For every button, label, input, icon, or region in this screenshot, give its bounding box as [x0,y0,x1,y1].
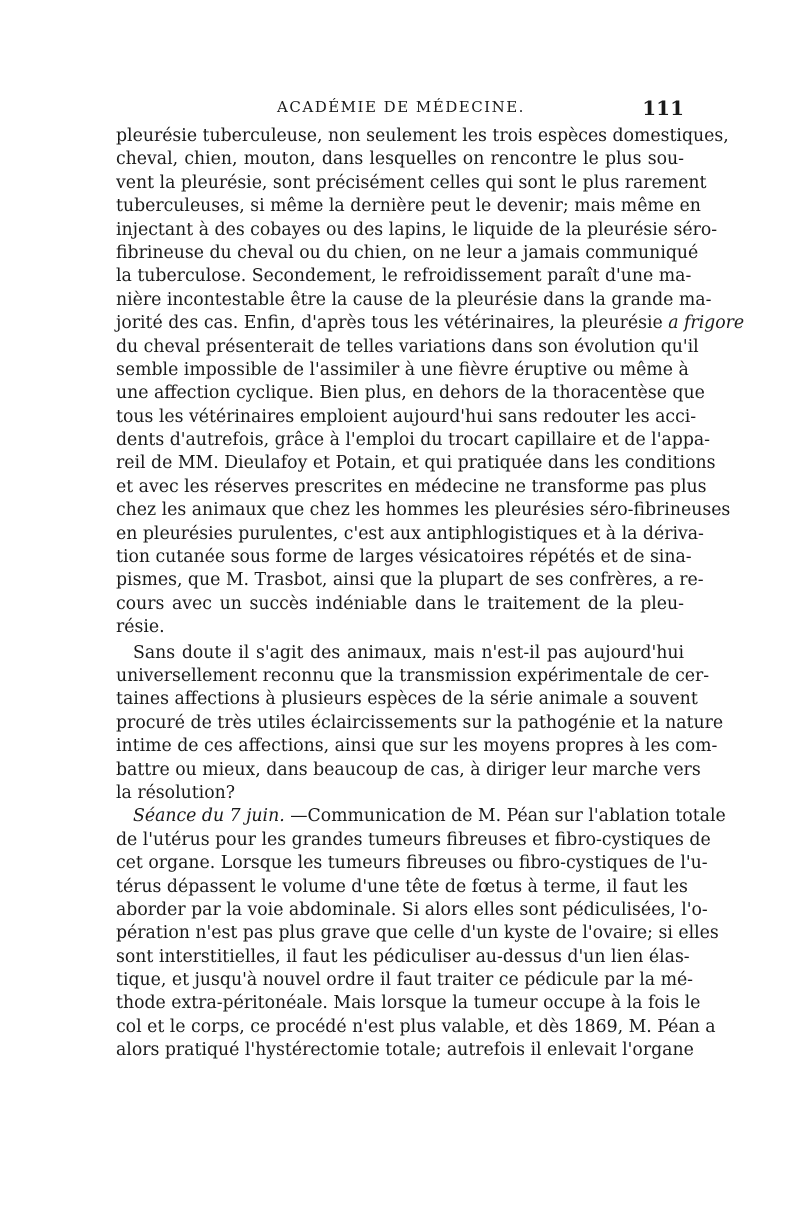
text-line: taines affections à plusieurs espèces de la série animale a souvent [116,689,698,710]
text-fragment: —Communication de M. Péan sur l'ablation totale [290,806,726,827]
text-line: cheval, chien, mouton, dans lesquelles on rencontre le plus sou- [116,149,684,170]
text-line: nière incontestable être la cause de la pleurésie dans la grande ma- [116,289,712,310]
text-line-with-italic [116,312,745,335]
running-head [118,98,684,128]
italic-phrase: a frigore [668,313,745,334]
paragraph-end-line: résie. [116,617,165,638]
text-line: pleurésie tuberculeuse, non seulement les trois espèces domestiques, [116,126,729,146]
text-line: de l'utérus pour les grandes tumeurs fibreuses et fibro-cystiques de [116,829,711,850]
text-line: et avec les réserves prescrites en médecine ne transforme pas plus [116,476,707,497]
text-fragment: jorité des cas. Enfin, d'après tous les vétérinaires, la pleurésie [116,313,669,334]
page-number: 111 [642,96,684,120]
text-line: col et le corps, ce procédé n'est plus valable, et dès 1869, M. Péan a [116,1016,716,1037]
text-line: tique, et jusqu'à nouvel ordre il faut traiter ce pédicule par la mé- [116,970,694,991]
text-line: fibrineuse du cheval ou du chien, on ne leur a jamais communiqué [116,242,699,263]
text-line: procuré de très utiles éclaircissements sur la pathogénie et la nature [116,712,724,733]
text-line: semble impossible de l'assimiler à une fièvre éruptive ou même à [116,359,689,380]
text-line: tion cutanée sous forme de larges vésicatoires répétés et de sina- [116,547,692,568]
text-line: pismes, que M. Trasbot, ainsi que la plupart de ses confrères, a re- [116,570,704,591]
text-line: reil de MM. Dieulafoy et Potain, et qui pratiquée dans les conditions [116,453,716,474]
text-line: injectant à des cobayes ou des lapins, le liquide de la pleurésie séro- [116,219,718,240]
text-line: chez les animaux que chez les hommes les pleurésies séro-fibrineuses [116,500,731,521]
text-line: une affection cyclique. Bien plus, en dehors de la thoracentèse que [116,383,705,404]
body-text [116,125,745,1063]
text-line: cours avec un succès indéniable dans le traitement de la pleu- [116,593,684,614]
text-line: la tuberculose. Secondement, le refroidissement paraît d'une ma- [116,266,692,287]
text-line: pération n'est pas plus grave que celle d'un kyste de l'ovaire; si elles [116,923,719,944]
text-line: aborder par la voie abdominale. Si alors elles sont pédiculisées, l'o- [116,899,708,920]
text-line: du cheval présenterait de telles variations dans son évolution qu'il [116,336,699,357]
text-line: thode extra-péritonéale. Mais lorsque la tumeur occupe à la fois le [116,993,701,1014]
text-line: térus dépassent le volume d'une tête de fœtus à terme, il faut les [116,876,688,897]
text-line: dents d'autrefois, grâce à l'emploi du trocart capillaire et de l'appa- [116,430,711,451]
text-line: vent la pleurésie, sont précisément celles qui sont le plus rarement [116,172,707,193]
paragraph-start-line [116,805,726,828]
running-title: ACADÉMIE DE MÉDECINE. [277,98,525,116]
text-line: alors pratiqué l'hystérectomie totale; autrefois il enlevait l'organe [116,1040,694,1061]
paragraph-end-line: la résolution? [116,782,236,803]
text-line: universellement reconnu que la transmission expérimentale de cer- [116,665,710,686]
text-line: battre ou mieux, dans beaucoup de cas, à diriger leur marche vers [116,759,701,780]
paragraph-start-line: Sans doute il s'agit des animaux, mais n'est-il pas aujourd'hui [133,642,684,663]
text-line: tous les vétérinaires emploient aujourd'hui sans redouter les acci- [116,406,697,427]
text-line: intime de ces affections, ainsi que sur les moyens propres à les com- [116,736,718,757]
text-line: en pleurésies purulentes, c'est aux antiphlogistiques et à la dériva- [116,523,704,544]
text-line: tuberculeuses, si même la dernière peut le devenir; mais même en [116,196,701,217]
seance-date: Séance du 7 juin. [133,806,291,827]
text-line: sont interstitielles, il faut les pédiculiser au-dessus d'un lien élas- [116,946,690,967]
text-line: cet organe. Lorsque les tumeurs fibreuses ou fibro-cystiques de l'u- [116,853,708,874]
